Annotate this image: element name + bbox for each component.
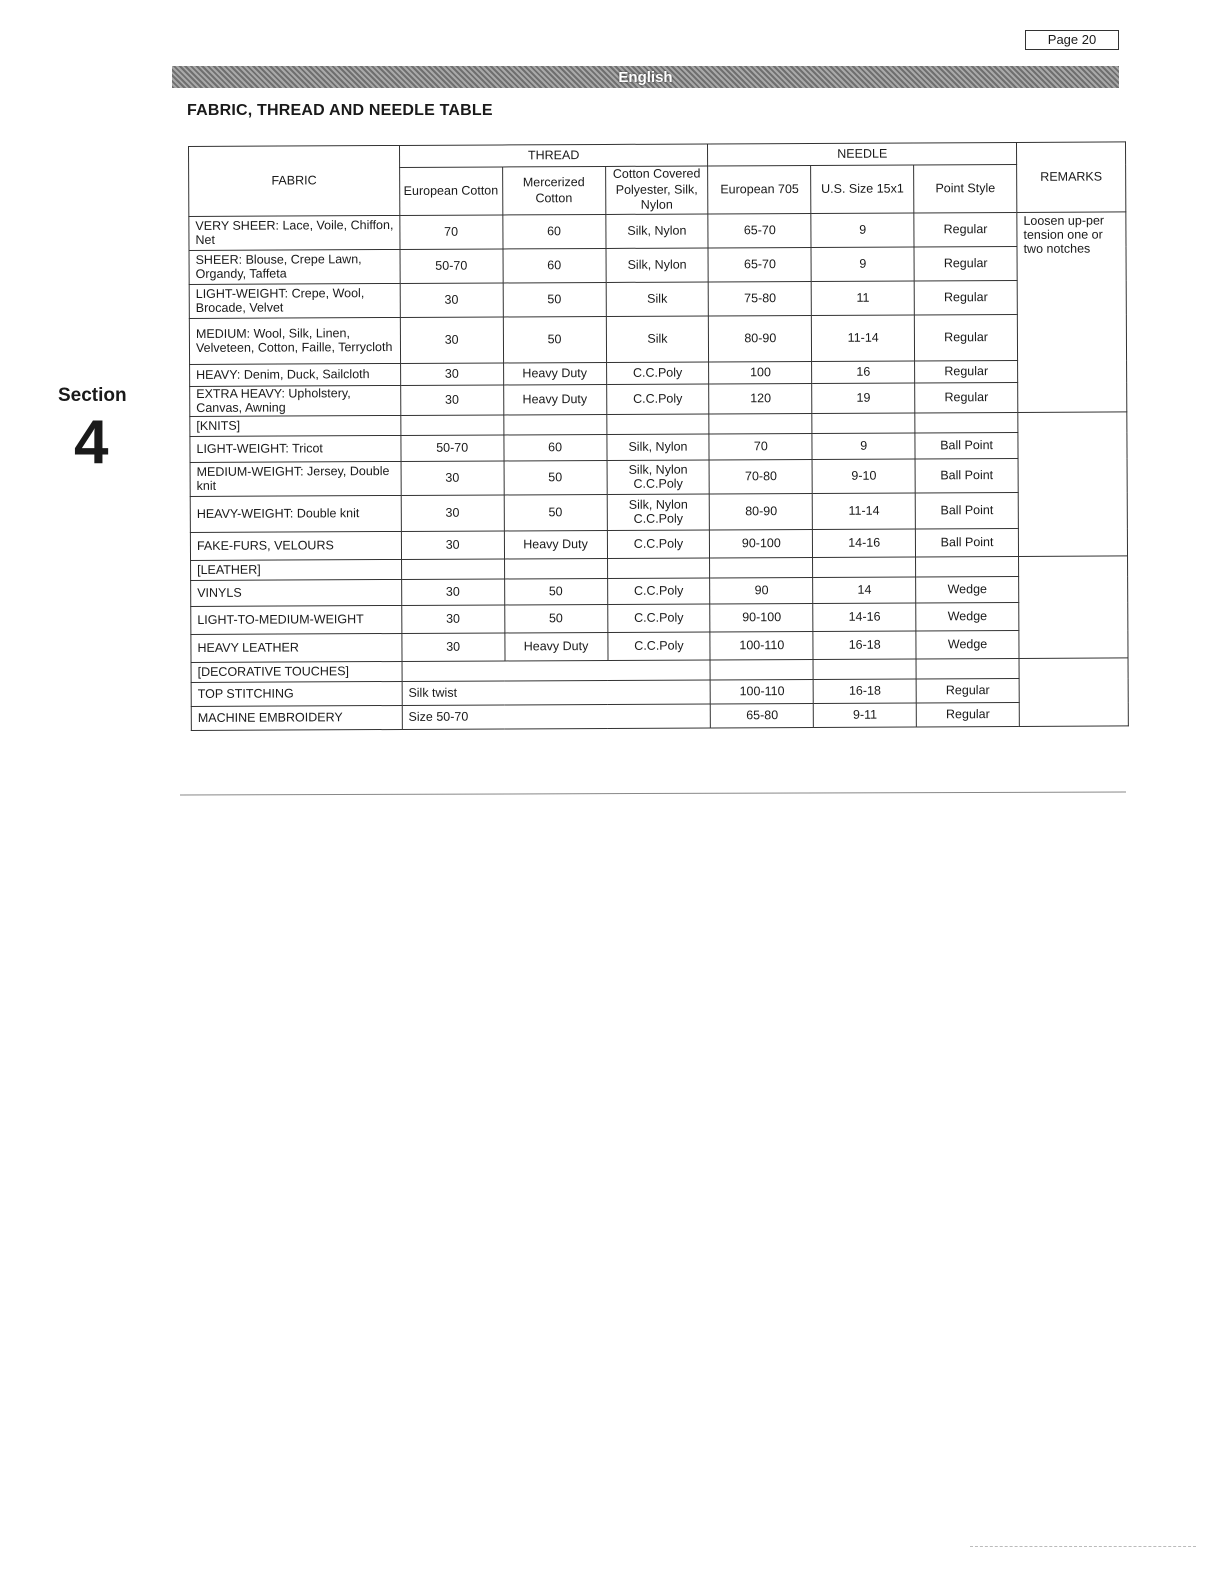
us-size-cell: 16 <box>812 361 915 384</box>
fabric-cell: MACHINE EMBROIDERY <box>191 705 402 730</box>
mercerized-cotton-cell: 50 <box>503 282 606 317</box>
thread-cell: Silk twist <box>402 680 711 706</box>
cotton-covered-polyester-cell: C.C.Poly <box>606 362 709 385</box>
us-size-cell: 14-16 <box>813 529 916 558</box>
cotton-covered-polyester-cell: C.C.Poly <box>607 632 710 661</box>
empty-cell <box>606 414 709 435</box>
european-cotton-cell: 30 <box>401 461 504 496</box>
fabric-cell: MEDIUM: Wool, Silk, Linen, Velveteen, Cotton, Faille, Terrycloth <box>189 317 400 364</box>
european-cotton-cell: 30 <box>401 605 504 634</box>
header-european-cotton: European Cotton <box>399 167 502 216</box>
us-size-cell: 19 <box>812 383 915 414</box>
european-705-cell: 120 <box>709 383 812 414</box>
page-number: Page 20 <box>1025 30 1119 50</box>
european-cotton-cell: 30 <box>402 633 505 662</box>
mercerized-cotton-cell: Heavy Duty <box>503 384 606 415</box>
fabric-cell: LIGHT-WEIGHT: Crepe, Wool, Brocade, Velvet <box>189 283 400 318</box>
us-size-cell: 14 <box>813 577 916 604</box>
european-cotton-cell: 70 <box>400 215 503 250</box>
european-705-cell: 65-70 <box>708 213 811 248</box>
european-705-cell: 80-90 <box>709 315 812 362</box>
mercerized-cotton-cell: Heavy Duty <box>504 530 607 559</box>
header-cotton-covered-polyester: Cotton Covered Polyester, Silk, Nylon <box>605 166 708 215</box>
needle-cell <box>710 659 813 680</box>
european-705-cell: 100-110 <box>710 631 813 660</box>
needle-cell <box>916 658 1019 679</box>
european-705-cell: 100 <box>709 361 812 384</box>
empty-cell <box>401 559 504 580</box>
group-label: [LEATHER] <box>191 559 402 580</box>
mercerized-cotton-cell: 60 <box>504 434 607 461</box>
us-size-cell: 9-10 <box>812 459 915 494</box>
remarks-cell: Loosen up-per tension one or two notches <box>1017 212 1127 413</box>
empty-cell <box>915 412 1018 433</box>
us-size-cell: 14-16 <box>813 603 916 632</box>
header-european-705: European 705 <box>708 165 811 214</box>
cotton-covered-polyester-cell: C.C.Poly <box>607 530 710 559</box>
fabric-cell: HEAVY LEATHER <box>191 633 402 662</box>
point-style-cell: Regular <box>915 382 1018 413</box>
european-705-cell: 75-80 <box>709 281 812 316</box>
empty-cell <box>813 557 916 578</box>
table-row <box>191 602 1128 635</box>
european-705-cell: 80-90 <box>710 493 813 530</box>
point-style-cell: Wedge <box>916 602 1019 631</box>
empty-cell <box>709 413 812 434</box>
us-size-cell: 11 <box>811 281 914 316</box>
remarks-cell <box>1019 658 1128 727</box>
european-705-cell: 100-110 <box>711 679 814 704</box>
point-style-cell: Wedge <box>916 630 1019 659</box>
european-cotton-cell: 50-70 <box>401 435 504 462</box>
cotton-covered-polyester-cell: Silk, Nylon <box>606 434 709 461</box>
european-705-cell: 65-70 <box>708 247 811 282</box>
european-705-cell: 90-100 <box>710 603 813 632</box>
cotton-covered-polyester-cell: Silk, Nylon C.C.Poly <box>607 460 710 495</box>
us-size-cell: 9 <box>811 213 914 248</box>
table-row <box>189 314 1126 365</box>
header-fabric: FABRIC <box>189 145 400 216</box>
remarks-cell <box>1019 556 1128 659</box>
point-style-cell: Regular <box>916 678 1019 703</box>
point-style-cell: Ball Point <box>915 492 1018 529</box>
european-705-cell: 90-100 <box>710 529 813 558</box>
empty-cell <box>607 558 710 579</box>
cotton-covered-polyester-cell: Silk <box>606 316 709 363</box>
empty-cell <box>916 556 1019 577</box>
table-row <box>190 382 1127 417</box>
point-style-cell: Regular <box>915 360 1018 383</box>
point-style-cell: Ball Point <box>915 458 1018 493</box>
fabric-cell: FAKE-FURS, VELOURS <box>190 531 401 560</box>
point-style-cell: Regular <box>914 212 1017 247</box>
empty-cell <box>812 413 915 434</box>
cotton-covered-polyester-cell: C.C.Poly <box>607 578 710 605</box>
mercerized-cotton-cell: 50 <box>504 460 607 495</box>
fabric-thread-needle-table <box>188 141 1129 731</box>
empty-cell <box>503 414 606 435</box>
point-style-cell: Regular <box>916 702 1019 727</box>
european-cotton-cell: 30 <box>401 531 504 560</box>
header-thread: THREAD <box>399 144 708 168</box>
header-us-size: U.S. Size 15x1 <box>811 165 914 214</box>
point-style-cell: Regular <box>914 280 1017 315</box>
bottom-divider <box>180 792 1126 796</box>
thread-cell <box>402 660 711 682</box>
fabric-cell: LIGHT-TO-MEDIUM-WEIGHT <box>191 605 402 634</box>
us-size-cell: 11-14 <box>812 315 915 362</box>
table-row <box>190 528 1127 561</box>
header-point-style: Point Style <box>914 164 1017 213</box>
us-size-cell: 9-11 <box>814 703 917 728</box>
table-row <box>190 458 1127 497</box>
european-cotton-cell: 30 <box>400 363 503 386</box>
table-row <box>191 702 1128 731</box>
needle-cell <box>813 659 916 680</box>
empty-cell <box>504 558 607 579</box>
language-label: English <box>618 69 673 86</box>
thread-cell: Size 50-70 <box>402 704 711 730</box>
fabric-cell: SHEER: Blouse, Crepe Lawn, Organdy, Taffeta <box>189 249 400 284</box>
mercerized-cotton-cell: 60 <box>502 214 605 249</box>
fabric-cell: TOP STITCHING <box>191 681 402 706</box>
european-cotton-cell: 30 <box>401 579 504 606</box>
fabric-cell: LIGHT-WEIGHT: Tricot <box>190 435 401 462</box>
us-size-cell: 9 <box>811 247 914 282</box>
cotton-covered-polyester-cell: C.C.Poly <box>607 604 710 633</box>
fabric-cell: EXTRA HEAVY: Upholstery, Canvas, Awning <box>190 385 401 416</box>
european-cotton-cell: 30 <box>400 385 503 416</box>
section-label: Section <box>58 385 127 406</box>
language-bar <box>172 66 1119 88</box>
point-style-cell: Ball Point <box>916 528 1019 557</box>
empty-cell <box>710 557 813 578</box>
group-label: [KNITS] <box>190 415 401 436</box>
corner-divider <box>970 1546 1196 1547</box>
mercerized-cotton-cell: 50 <box>504 578 607 605</box>
section-number: 4 <box>74 408 109 477</box>
mercerized-cotton-cell: Heavy Duty <box>503 362 606 385</box>
table-body <box>189 212 1129 731</box>
table-row <box>190 492 1127 533</box>
us-size-cell: 11-14 <box>813 493 916 530</box>
header-mercerized-cotton: Mercerized Cotton <box>502 166 605 215</box>
cotton-covered-polyester-cell: C.C.Poly <box>606 384 709 415</box>
fabric-cell: HEAVY: Denim, Duck, Sailcloth <box>190 363 401 386</box>
mercerized-cotton-cell: 50 <box>503 316 606 363</box>
cotton-covered-polyester-cell: Silk, Nylon <box>606 248 709 283</box>
page-title: FABRIC, THREAD AND NEEDLE TABLE <box>187 102 493 119</box>
fabric-cell: VERY SHEER: Lace, Voile, Chiffon, Net <box>189 215 400 250</box>
point-style-cell: Regular <box>915 314 1018 361</box>
cotton-covered-polyester-cell: Silk <box>606 282 709 317</box>
table-row <box>189 212 1126 251</box>
us-size-cell: 9 <box>812 433 915 460</box>
us-size-cell: 16-18 <box>813 679 916 704</box>
cotton-covered-polyester-cell: Silk, Nylon C.C.Poly <box>607 494 710 531</box>
point-style-cell: Ball Point <box>915 432 1018 459</box>
header-remarks: REMARKS <box>1017 142 1126 213</box>
european-705-cell: 90 <box>710 577 813 604</box>
table-row <box>191 630 1128 663</box>
remarks-cell <box>1018 412 1128 557</box>
european-705-cell: 70 <box>709 433 812 460</box>
point-style-cell: Regular <box>914 246 1017 281</box>
fabric-cell: VINYLS <box>191 579 402 606</box>
header-needle: NEEDLE <box>708 142 1017 166</box>
table-row <box>189 246 1126 285</box>
mercerized-cotton-cell: 60 <box>503 248 606 283</box>
group-label: [DECORATIVE TOUCHES] <box>191 661 402 682</box>
us-size-cell: 16-18 <box>813 631 916 660</box>
empty-cell <box>401 415 504 436</box>
mercerized-cotton-cell: 50 <box>504 604 607 633</box>
european-cotton-cell: 30 <box>400 317 503 364</box>
point-style-cell: Wedge <box>916 576 1019 603</box>
european-cotton-cell: 50-70 <box>400 249 503 284</box>
fabric-cell: HEAVY-WEIGHT: Double knit <box>190 495 401 532</box>
european-705-cell: 70-80 <box>709 459 812 494</box>
cotton-covered-polyester-cell: Silk, Nylon <box>605 214 708 249</box>
table-row <box>189 280 1126 319</box>
european-cotton-cell: 30 <box>401 495 504 532</box>
european-cotton-cell: 30 <box>400 283 503 318</box>
european-705-cell: 65-80 <box>711 703 814 728</box>
mercerized-cotton-cell: Heavy Duty <box>505 632 608 661</box>
mercerized-cotton-cell: 50 <box>504 494 607 531</box>
fabric-cell: MEDIUM-WEIGHT: Jersey, Double knit <box>190 461 401 496</box>
